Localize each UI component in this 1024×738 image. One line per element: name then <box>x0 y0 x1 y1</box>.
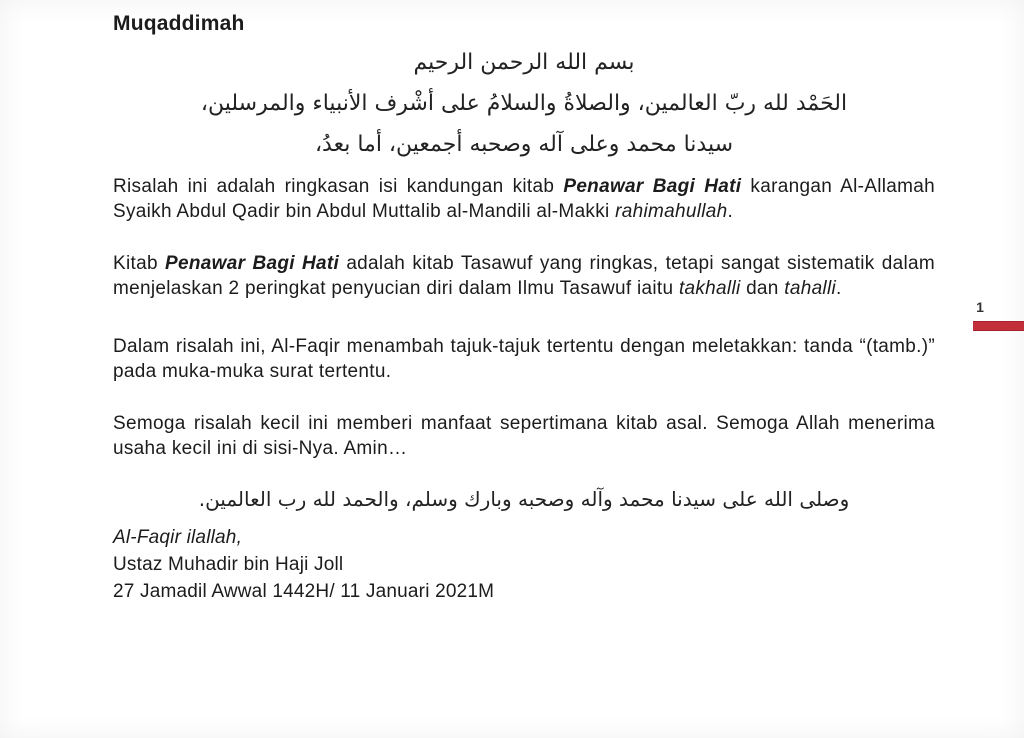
text-segment: karangan Al-Allamah Syaikh Abdul Qadir bin Abdul Muttalib al-Mandili al-Makki <box>113 176 935 222</box>
emphasized-text: Penawar Bagi Hati <box>165 253 340 274</box>
text-segment: dan <box>740 278 785 299</box>
text-segment: Dalam risalah ini, Al-Faqir menambah tajuk-tajuk tertentu dengan meletakkan: tanda “(tamb.)” pada muka-muka surat tertentu. <box>113 336 935 382</box>
page-number: 1 <box>976 299 984 315</box>
paragraph <box>113 334 935 384</box>
basmalah-line: بسم الله الرحمن الرحيم <box>413 50 635 75</box>
paragraph <box>113 251 935 301</box>
signature-author: Ustaz Muhadir bin Haji Joll <box>113 554 344 575</box>
text-segment: Semoga risalah kecil ini memberi manfaat sepertimana kitab asal. Semoga Allah menerima usaha kecil ini di sisi-Nya. Amin… <box>113 413 935 459</box>
page-title: Muqaddimah <box>113 12 245 35</box>
paragraph <box>113 411 935 461</box>
text-segment: . <box>727 201 734 222</box>
hamdalah-line: الحَمْد لله ربّ العالمين، والصلاةُ والسلامُ على أشْرف الأنبياء والمرسلين، <box>200 91 848 116</box>
page-marker-bar <box>973 321 1024 331</box>
text-segment: . <box>836 278 842 299</box>
salawat-line: سيدنا محمد وعلى آله وصحبه أجمعين، أما بعدُ، <box>314 132 734 157</box>
paragraph <box>113 174 935 224</box>
emphasized-text: tahalli <box>784 278 836 299</box>
signature-block <box>113 524 935 605</box>
text-segment: Risalah ini adalah ringkasan isi kandungan kitab <box>113 176 564 197</box>
body-paragraphs <box>113 174 935 461</box>
signature-salutation: Al-Faqir ilallah, <box>113 527 243 548</box>
text-segment: adalah kitab Tasawuf yang ringkas, tetapi sangat sistematik dalam menjelaskan 2 peringkat penyucian diri dalam Ilmu Tasawuf iaitu <box>113 253 935 299</box>
emphasized-text: Penawar Bagi Hati <box>563 176 742 197</box>
emphasized-text: rahimahullah <box>615 201 728 222</box>
emphasized-text: takhalli <box>678 278 741 299</box>
signature-date: 27 Jamadil Awwal 1442H/ 11 Januari 2021M <box>113 581 495 602</box>
text-segment: Kitab <box>113 253 166 274</box>
page-content <box>113 12 935 605</box>
arabic-closing-line: وصلى الله على سيدنا محمد وآله وصحبه وبارك وسلم، والحمد لله رب العالمين. <box>198 487 850 511</box>
arabic-opening-block <box>113 42 935 165</box>
